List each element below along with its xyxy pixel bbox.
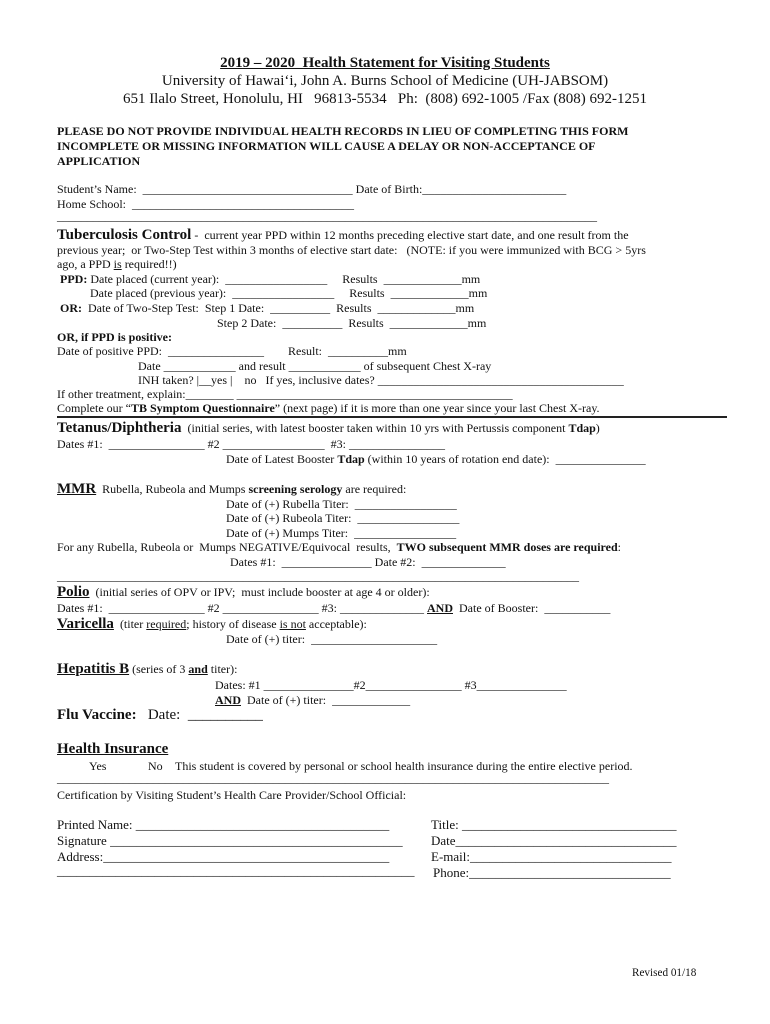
signature-field[interactable]: Signature _____________________________________________ xyxy=(57,833,403,848)
flu-vaccine-field[interactable] xyxy=(57,708,263,723)
polio-desc: (initial series of OPV or IPV; must include booster at age 4 or older): xyxy=(89,585,430,599)
rubeola-titer-field[interactable]: Date of (+) Rubeola Titer: _________________ xyxy=(226,511,460,525)
mmr-desc-pre: Rubella, Rubeola and Mumps xyxy=(96,482,249,496)
varicella-heading: Varicella xyxy=(57,616,114,632)
printed-name-field[interactable]: Printed Name: _______________________________________ xyxy=(57,817,390,832)
tetanus-desc-pre: (initial series, with latest booster taken within 10 yrs with Pertussis component xyxy=(181,421,569,435)
two-step-text: Date of Two-Step Test: Step 1 Date: __________ Results _____________mm xyxy=(82,301,475,315)
notice-line-3: APPLICATION xyxy=(57,154,141,168)
mmr-desc-bold: screening serology xyxy=(248,482,343,496)
tb-heading: Tuberculosis Control xyxy=(57,227,192,243)
tdap-pre: Date of Latest Booster xyxy=(226,452,338,466)
varicella-heading-line xyxy=(57,617,367,632)
mmr-divider: _______________________________________________________________________________________ xyxy=(57,569,579,583)
institution-name: University of Hawaiʻi, John A. Burns School of Medicine (UH-JABSOM) xyxy=(161,73,609,89)
tb-questionnaire-link: TB Symptom Questionnaire xyxy=(130,401,275,415)
or-label: OR: xyxy=(60,301,82,315)
ppd-current-text: Date placed (current year): _________________ Results _____________mm xyxy=(87,272,481,286)
inh-field[interactable]: INH taken? |__yes | no If yes, inclusive dates? _________________________________________ xyxy=(138,373,624,387)
mumps-titer-field[interactable]: Date of (+) Mumps Titer: _________________ xyxy=(226,526,457,540)
insurance-yes-option[interactable]: Yes xyxy=(89,759,107,773)
varicella-titer-field[interactable]: Date of (+) titer: _____________________ xyxy=(226,632,438,646)
other-treatment-field[interactable]: If other treatment, explain:________ ______________________________________________ xyxy=(57,387,513,401)
notice-line-2: INCOMPLETE OR MISSING INFORMATION WILL CAUSE A DELAY OR NON-ACCEPTANCE OF xyxy=(57,139,596,153)
student-divider: __________________________________________________________________________________________ xyxy=(57,209,597,223)
polio-dates-field[interactable] xyxy=(57,602,610,614)
tb-intro-2: previous year; or Two-Step Test within 3 months of elective start date: (NOTE: if you were immunized with BCG > 5yrs xyxy=(57,243,646,257)
mmr-negative-bold: TWO subsequent MMR doses are required xyxy=(396,540,618,554)
mmr-negative-post: : xyxy=(617,540,621,554)
varicella-desc-pre: (titer xyxy=(113,617,147,631)
insurance-statement: This student is covered by personal or school health insurance during the entire elective period. xyxy=(175,759,633,773)
tb-questionnaire-note xyxy=(57,402,600,414)
polio-and: AND xyxy=(427,601,453,615)
mmr-negative-pre: For any Rubella, Rubeola or Mumps NEGATIVE/Equivocal results, xyxy=(57,540,397,554)
insurance-divider: ____________________________________________________________________________________________ xyxy=(57,771,609,785)
tb-intro-3b: is xyxy=(113,257,122,271)
hepb-dates-field[interactable]: Dates: #1 _______________#2________________ #3_______________ xyxy=(215,678,567,692)
notice-line-1: PLEASE DO NOT PROVIDE INDIVIDUAL HEALTH RECORDS IN LIEU OF COMPLETING THIS FORM xyxy=(57,124,629,138)
tetanus-dates-field[interactable]: Dates #1: ________________ #2 _________________ #3: ________________ xyxy=(57,437,445,451)
varicella-is-not: is not xyxy=(279,617,306,631)
mmr-heading: MMR xyxy=(57,481,97,497)
questionnaire-post: ” (next page) if it is more than one year since your last Chest X-ray. xyxy=(274,401,600,415)
tb-section-rule xyxy=(57,416,727,418)
tb-intro-1: - current year PPD within 12 months preceding elective start date, and one result from the xyxy=(191,228,629,242)
hepb-desc-post: titer): xyxy=(207,662,238,676)
varicella-desc-post: acceptable): xyxy=(305,617,367,631)
email-field[interactable]: E-mail:_______________________________ xyxy=(431,849,672,864)
mmr-negative-note xyxy=(57,541,621,553)
polio-booster: Date of Booster: ___________ xyxy=(453,601,611,615)
insurance-no-option[interactable]: No xyxy=(148,759,163,773)
tetanus-desc-bold: Tdap xyxy=(568,421,596,435)
chest-xray-field[interactable]: Date ____________ and result ____________ of subsequent Chest X-ray xyxy=(138,359,492,373)
ppd-label: PPD: xyxy=(60,272,88,286)
date-field[interactable]: Date__________________________________ xyxy=(431,833,677,848)
tdap-post: (within 10 years of rotation end date): _______________ xyxy=(364,452,646,466)
tetanus-heading: Tetanus/Diphtheria xyxy=(57,420,182,436)
tb-intro-3c: required!!) xyxy=(121,257,177,271)
tb-intro-3 xyxy=(57,258,177,270)
rubella-titer-field[interactable]: Date of (+) Rubella Titer: _________________ xyxy=(226,497,457,511)
title-field[interactable]: Title: _________________________________ xyxy=(431,817,677,832)
two-step-field[interactable] xyxy=(60,302,474,314)
revision-note: Revised 01/18 xyxy=(632,967,697,979)
address-field[interactable]: Address:____________________________________________ xyxy=(57,849,390,864)
polio-heading: Polio xyxy=(57,584,90,600)
tb-intro-3a: ago, a PPD xyxy=(57,257,114,271)
ppd-previous-field[interactable]: Date placed (previous year): _________________ Results _____________mm xyxy=(90,286,488,300)
hepb-heading: Hepatitis B xyxy=(57,661,130,677)
hepb-titer-field[interactable] xyxy=(215,694,410,706)
polio-heading-line xyxy=(57,585,430,600)
mmr-doses-field[interactable]: Dates #1: _______________ Date #2: ______________ xyxy=(230,555,506,569)
questionnaire-pre: Complete our “ xyxy=(57,401,131,415)
varicella-desc-mid: ; history of disease xyxy=(186,617,280,631)
flu-heading: Flu Vaccine: xyxy=(57,707,137,723)
ppd-positive-heading: OR, if PPD is positive: xyxy=(57,330,172,344)
varicella-required: required xyxy=(146,617,187,631)
page-title: 2019 – 2020 Health Statement for Visiting Students xyxy=(220,55,550,71)
mmr-desc-post: are required: xyxy=(342,482,407,496)
hepb-and: AND xyxy=(215,693,241,707)
certification-label: Certification by Visiting Student’s Health Care Provider/School Official: xyxy=(57,788,407,802)
positive-ppd-field[interactable]: Date of positive PPD: ________________ Result: __________mm xyxy=(57,344,407,358)
flu-date: Date: __________ xyxy=(136,707,263,723)
tb-heading-line xyxy=(57,228,629,243)
hepb-desc-bold: and xyxy=(188,662,208,676)
polio-dates-pre: Dates #1: ________________ #2 ________________ #3: ______________ xyxy=(57,601,427,615)
insurance-heading: Health Insurance xyxy=(57,741,169,757)
home-school-field[interactable]: Home School: _____________________________________ xyxy=(57,197,354,211)
hepb-titer-text: Date of (+) titer: _____________ xyxy=(241,693,411,707)
tetanus-heading-line xyxy=(57,421,600,436)
institution-address: 651 Ilalo Street, Honolulu, HI 96813-5534 Ph: (808) 692-1005 /Fax (808) 692-1251 xyxy=(122,91,648,107)
student-name-field[interactable]: Student’s Name: ___________________________________ Date of Birth:________________________ xyxy=(57,182,567,196)
mmr-heading-line xyxy=(57,482,406,497)
tdap-booster-field[interactable] xyxy=(226,453,646,465)
tdap-bold: Tdap xyxy=(337,452,365,466)
ppd-current-field[interactable] xyxy=(60,273,480,285)
step2-field[interactable]: Step 2 Date: __________ Results _____________mm xyxy=(217,316,487,330)
address-line-2-field[interactable]: _______________________________________________________ xyxy=(57,863,415,878)
hepb-desc-pre: (series of 3 xyxy=(129,662,189,676)
phone-field[interactable]: Phone:_______________________________ xyxy=(433,865,671,880)
hepb-heading-line xyxy=(57,662,237,677)
tetanus-desc-post: ) xyxy=(595,421,600,435)
